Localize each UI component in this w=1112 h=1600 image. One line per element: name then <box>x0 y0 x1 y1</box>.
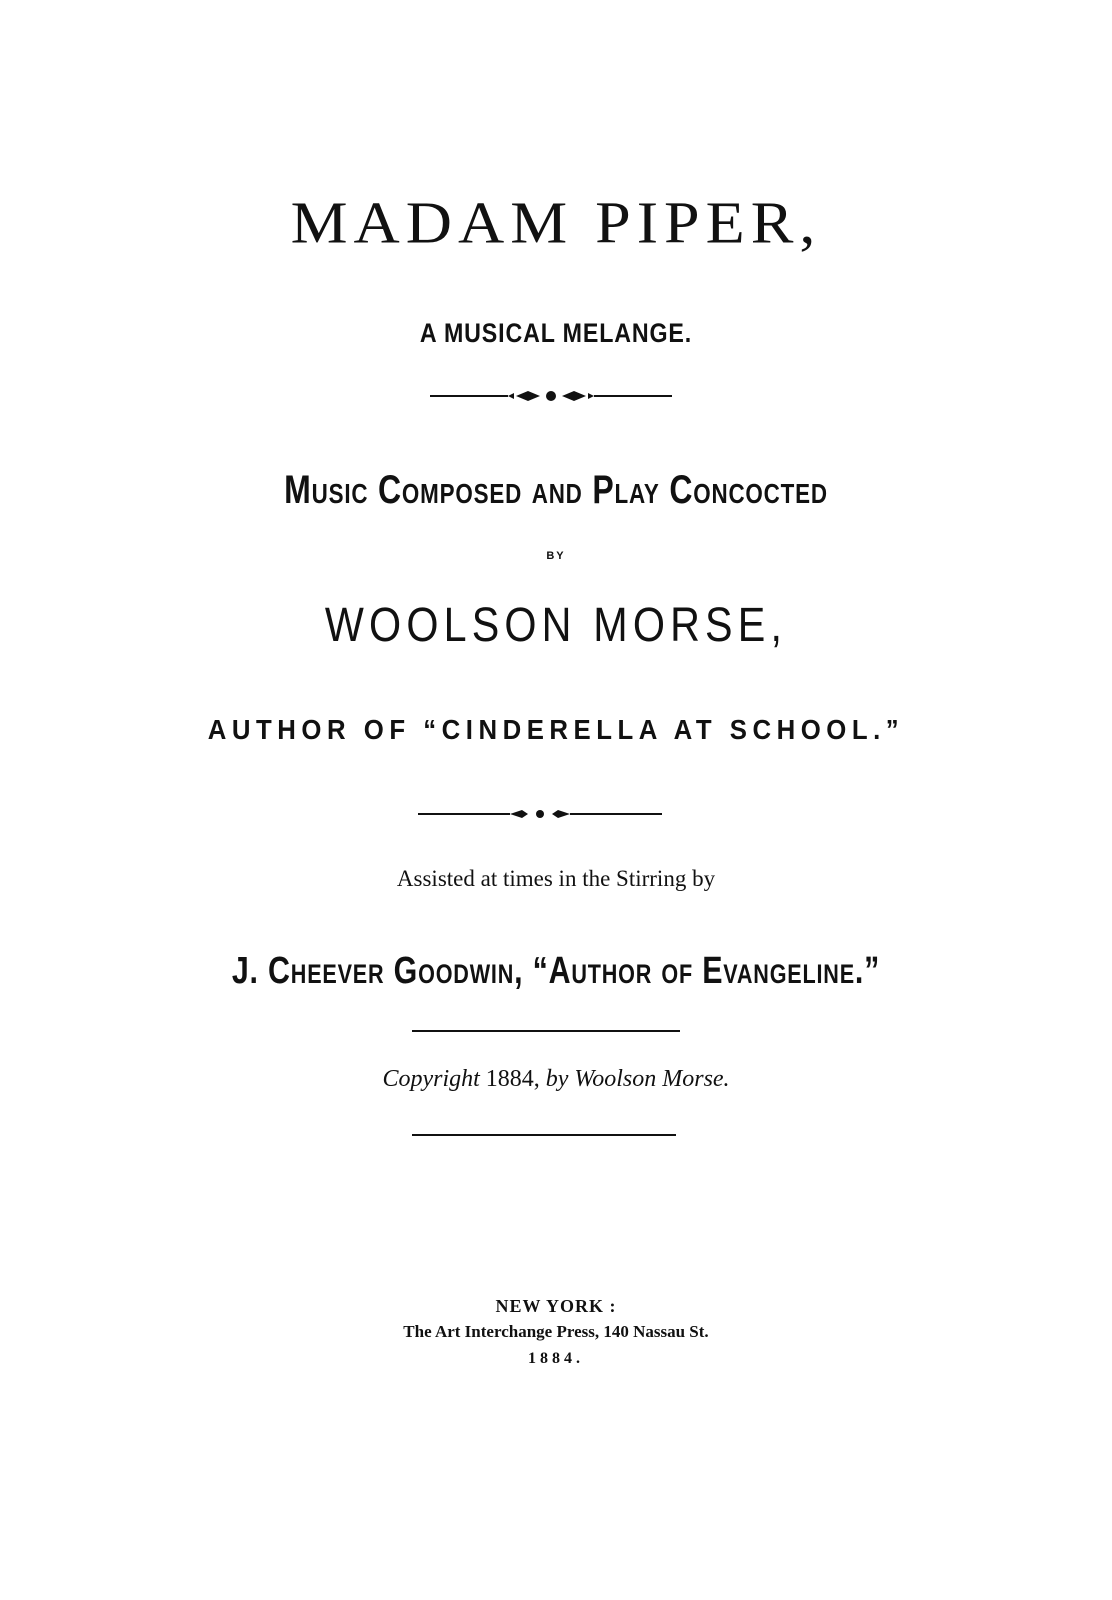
imprint-city: NEW YORK : <box>495 1296 617 1316</box>
copyright-word: Copyright <box>382 1066 480 1092</box>
page-title: MADAM PIPER, <box>290 189 822 256</box>
subtitle: A MUSICAL MELANGE. <box>419 318 693 348</box>
ornament-divider <box>418 806 662 822</box>
horizontal-rule <box>412 1030 680 1032</box>
assistant-line: J. Cheever Goodwin, “Author of Evangeline.” <box>231 950 881 992</box>
imprint-press: The Art Interchange Press, 140 Nassau St. <box>403 1322 709 1341</box>
by-label: BY <box>546 550 566 562</box>
copyright-line <box>0 1066 1112 1093</box>
horizontal-rule <box>412 1134 676 1136</box>
author-name: WOOLSON MORSE, <box>324 599 788 652</box>
ornament-divider <box>430 388 672 404</box>
copyright-holder: by Woolson Morse. <box>545 1066 730 1092</box>
copyright-year: 1884, <box>485 1066 540 1092</box>
credit-line: Music Composed and Play Concocted <box>284 468 828 512</box>
imprint-year: 1884. <box>528 1350 584 1367</box>
assisted-line: Assisted at times in the Stirring by <box>396 866 716 891</box>
author-of-line: AUTHOR OF “CINDERELLA AT SCHOOL.” <box>207 714 905 745</box>
